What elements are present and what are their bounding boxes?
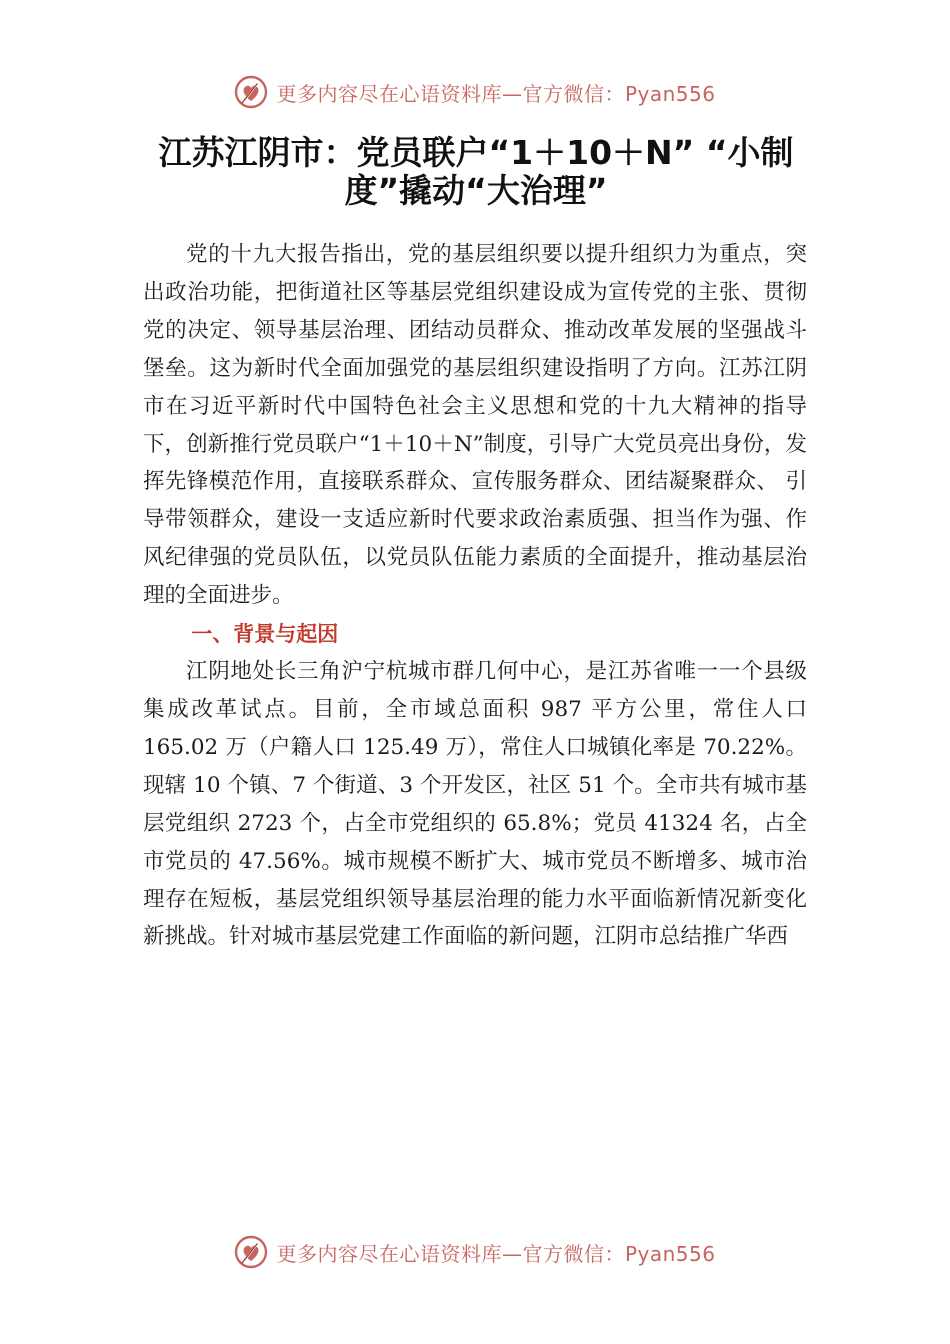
- body-paragraph: 江阴地处长三角沪宁杭城市群几何中心，是江苏省唯一一个县级集成改革试点。目前，全市域总面积 987 平方公里，常住人口 165.02 万（户籍人口 125.49 万），常住人口城镇化率是 70.22%。现辖 10 个镇、7 个街道、3 个开发区，社区 51 个。全市共有城市基层党组织 2723 个，占全市党组织的 65.8%；党员 41324 名，占全市党员的 47.56%。城市规模不断扩大、城市党员不断增多、城市治理存在短板，基层党组织领导基层治理的能力水平面临新情况新变化新挑战。针对城市基层党建工作面临的新问题，江阴市总结推广华西: [143, 659, 807, 950]
- watermark-text: 更多内容尽在心语资料库—官方微信：Pyan556: [276, 81, 716, 106]
- section-heading: 一、背景与起因: [191, 622, 339, 647]
- header-watermark: [0, 72, 950, 112]
- heart-pen-logo-icon: [234, 75, 268, 109]
- document-title: 江苏江阴市：党员联户“1＋10＋N” “小制度”撬动“大治理”: [158, 133, 794, 210]
- body-paragraph: 党的十九大报告指出，党的基层组织要以提升组织力为重点，突出政治功能，把街道社区等基层党组织建设成为宣传党的主张、贯彻党的决定、领导基层治理、团结动员群众、推动改革发展的坚强战斗堡垒。这为新时代全面加强党的基层组织建设指明了方向。江苏江阴市在习近平新时代中国特色社会主义思想和党的十九大精神的指导下，创新推行党员联户“1＋10＋N”制度，引导广大党员亮出身份，发挥先锋模范作用，直接联系群众、宣传服务群众、团结凝聚群众、 引导带领群众，建设一支适应新时代要求政治素质强、担当作为强、作风纪律强的党员队伍，以党员队伍能力素质的全面提升，推动基层治理的全面进步。: [143, 242, 807, 609]
- document-body: [143, 236, 807, 956]
- heart-pen-logo-icon: [234, 1235, 268, 1269]
- watermark-text: 更多内容尽在心语资料库—官方微信：Pyan556: [276, 1241, 716, 1266]
- footer-watermark: [0, 1232, 950, 1272]
